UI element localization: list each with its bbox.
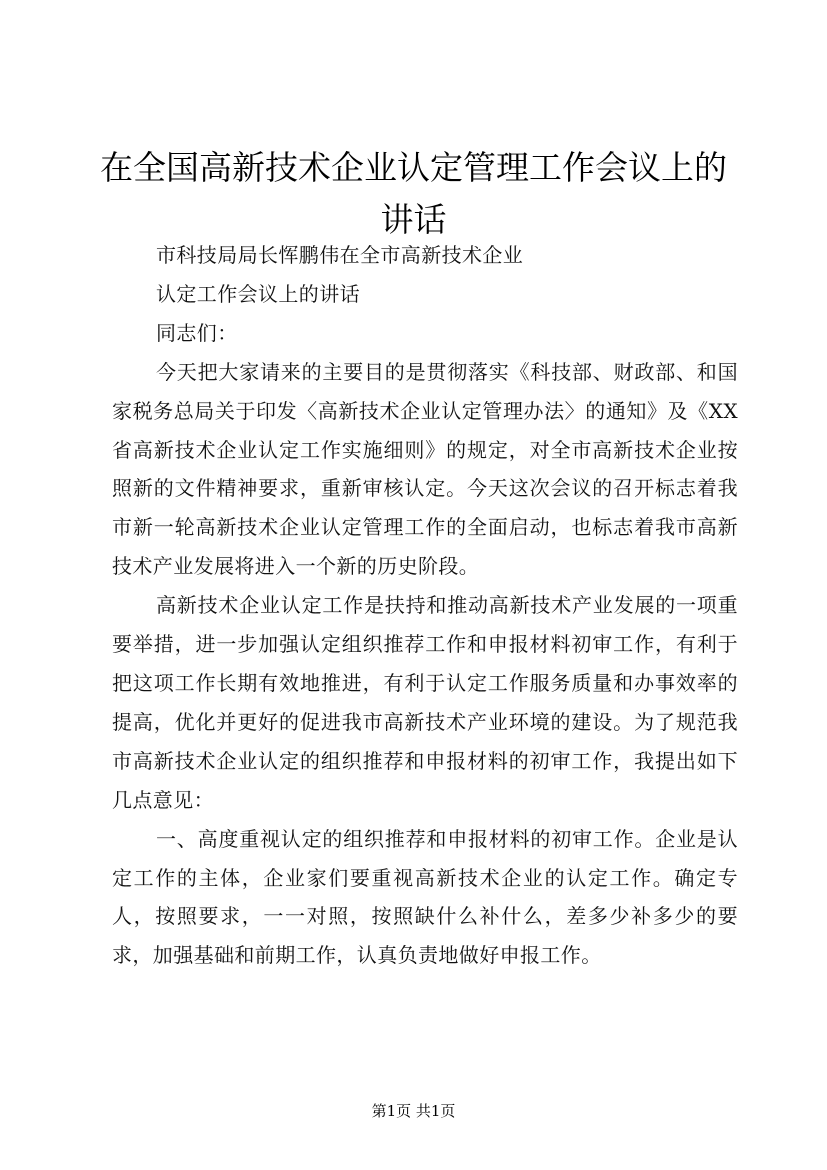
paragraph-1: 今天把大家请来的主要目的是贯彻落实《科技部、财政部、和国家税务总局关于印发〈高新技术企业认定管理办法〉的通知》及《XX省高新技术企业认定工作实施细则》的规定，对全市高新技术企业按照新的文件精神要求，重新审核认定。今天这次会议的召开标志着我市新一轮高新技术企业认定管理工作的全面启动，也标志着我市高新技术产业发展将进入一个新的历史阶段。 xyxy=(112,359,738,579)
paragraph-3: 一、高度重视认定的组织推荐和申报材料的初审工作。企业是认定工作的主体，企业家们要重视高新技术企业的认定工作。确定专人，按照要求，一一对照，按照缺什么补什么，差多少补多少的要求，加强基础和前期工作，认真负责地做好申报工作。 xyxy=(112,826,738,968)
page-footer: 第1页 共1页 xyxy=(371,1102,456,1120)
subtitle-line-2: 认定工作会议上的讲话 xyxy=(156,281,360,306)
subtitle-line-1: 市科技局局长恽鹏伟在全市高新技术企业 xyxy=(156,243,524,267)
paragraph-2: 高新技术企业认定工作是扶持和推动高新技术产业发展的一项重要举措，进一步加强认定组织推荐工作和申报材料初审工作，有利于把这项工作长期有效地推进，有利于认定工作服务质量和办事效率的提高，优化并更好的促进我市高新技术产业环境的建设。为了规范我市高新技术企业认定的组织推荐和申报材料的初审工作，我提出如下几点意见： xyxy=(112,593,738,812)
document-body xyxy=(112,236,738,975)
document-title: 在全国高新技术企业认定管理工作会议上的讲话 xyxy=(100,148,727,239)
salutation: 同志们： xyxy=(156,320,238,345)
